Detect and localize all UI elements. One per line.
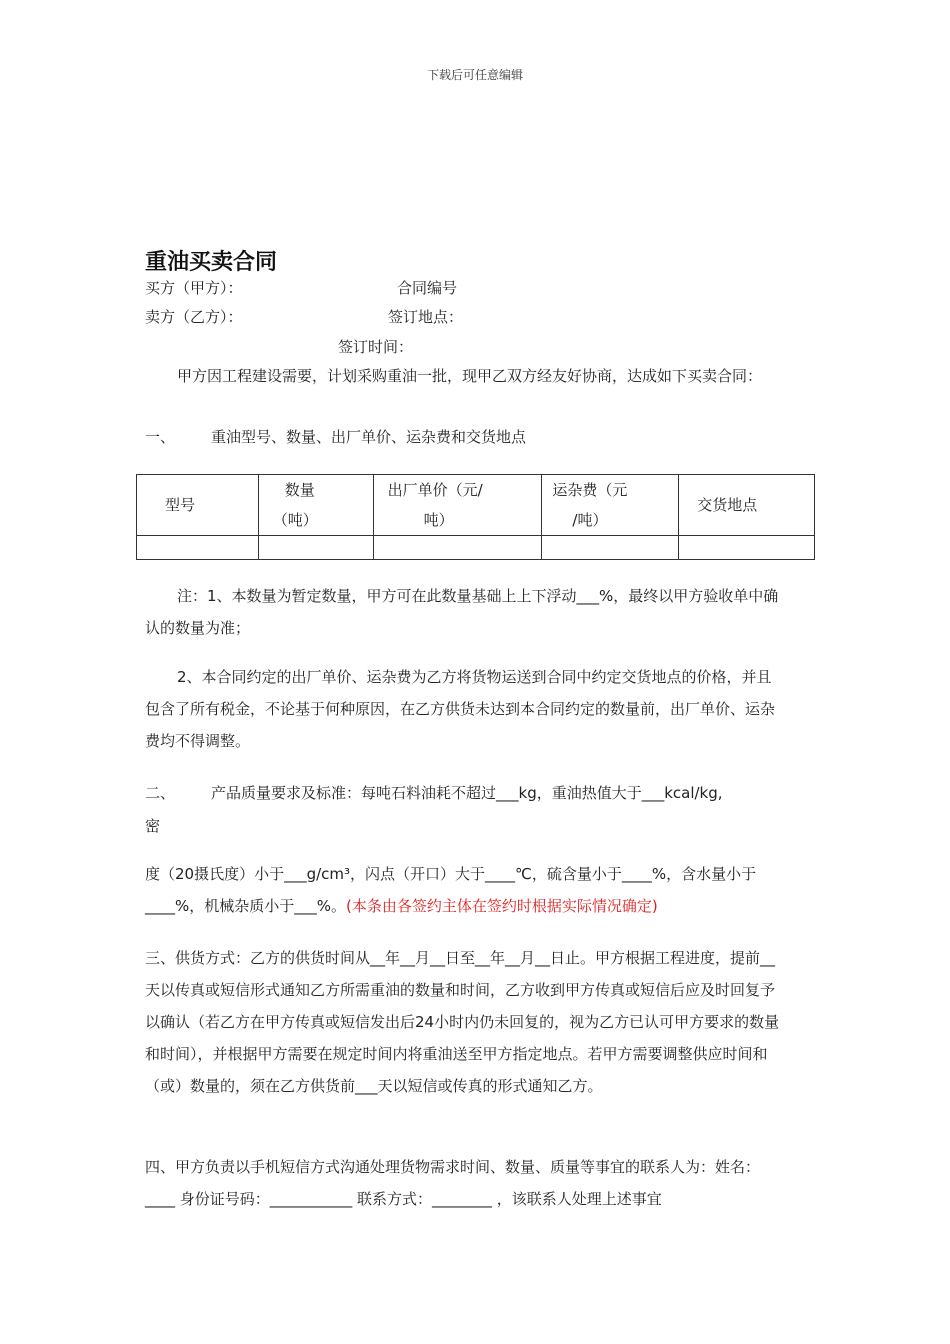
section2-red-note: (本条由各签约主体在签约时根据实际情况确定) (346, 897, 658, 915)
sign-time-label: 签订时间： (338, 338, 414, 356)
header-quantity (258, 475, 373, 536)
note2-paragraph: 2、本合同约定的出厂单价、运杂费为乙方将货物运送到合同中约定交货地点的价格，并且包含了所有税金，不论基于何种原因，在乙方供货未达到本合同约定的数量前，出厂单价、运杂费均不得调整。 (145, 668, 776, 750)
note1-paragraph: 注：1、本数量为暂定数量，甲方可在此数量基础上上下浮动___%，最终以甲方验收单中确认的数量为准； (145, 587, 779, 637)
contract-no-label: 合同编号 (397, 279, 458, 297)
header-price (373, 475, 542, 536)
seller-label: 卖方（乙方）： (145, 308, 243, 326)
table-cell (542, 536, 679, 560)
intro-paragraph: 甲方因工程建设需要，计划采购重油一批，现甲乙双方经友好协商，达成如下买卖合同： (177, 367, 763, 385)
section3-paragraph: 三、供货方式：乙方的供货时间从__年__月__日至__年__月__日止。甲方根据工程进度，提前__天以传真或短信形式通知乙方所需重油的数量和时间，乙方收到甲方传真或短信后应及时回复予以确认（若乙方在甲方传真或短信发出后24小时内仍未回复的，视为乙方已认可甲方要求的数量和时间），并根据甲方需要在规定时间内将重油送至甲方指定地点。若甲方需要调整供应时间和（或）数量的，须在乙方供货前___天以短信或传真的形式通知乙方。 (145, 949, 780, 1095)
header-freight (542, 475, 679, 536)
header-delivery-place (679, 475, 815, 536)
table-cell (137, 536, 259, 560)
table-header-row (137, 475, 815, 536)
sign-place-label: 签订地点： (388, 308, 464, 326)
table-cell (258, 536, 373, 560)
document-title: 重油买卖合同 (145, 250, 278, 275)
header-model (137, 475, 259, 536)
header-model-text: 型号 (165, 496, 196, 514)
section1-number: 一、 (145, 428, 176, 446)
table-row (137, 536, 815, 560)
buyer-label: 买方（甲方）： (145, 279, 243, 297)
section2-wrap: 密 (145, 817, 161, 835)
section4-paragraph: 四、甲方负责以手机短信方式沟通处理货物需求时间、数量、质量等事宜的联系人为：姓名：____ 身份证号码：___________ 联系方式：________ ，该联系人处理上述事宜 (145, 1158, 761, 1208)
header-quantity-line1: 数量 (284, 481, 315, 499)
header-freight-line2: /吨） (572, 511, 608, 529)
header-note: 下载后可任意编辑 (426, 68, 523, 82)
section1-title: 重油型号、数量、出厂单价、运杂费和交货地点 (211, 428, 527, 446)
table-cell (679, 536, 815, 560)
section2-number: 二、 (145, 784, 176, 802)
section2-cont-text: 度（20摄氏度）小于___g/cm³，闪点（开口）大于____℃，硫含量小于____%，含水量小于____%，机械杂质小于___%。 (145, 865, 757, 915)
spec-table (136, 474, 815, 560)
header-delivery-place-text: 交货地点 (697, 496, 758, 514)
header-price-line2: 吨） (423, 511, 454, 529)
header-price-line1: 出厂单价（元/ (387, 481, 483, 499)
section2-continued (145, 858, 785, 922)
header-freight-line1: 运杂费（元 (552, 481, 628, 499)
section2-text: 产品质量要求及标准：每吨石料油耗不超过___kg，重油热值大于___kcal/kg, (211, 784, 723, 802)
header-quantity-line2: （吨） (272, 511, 318, 529)
table-cell (373, 536, 542, 560)
